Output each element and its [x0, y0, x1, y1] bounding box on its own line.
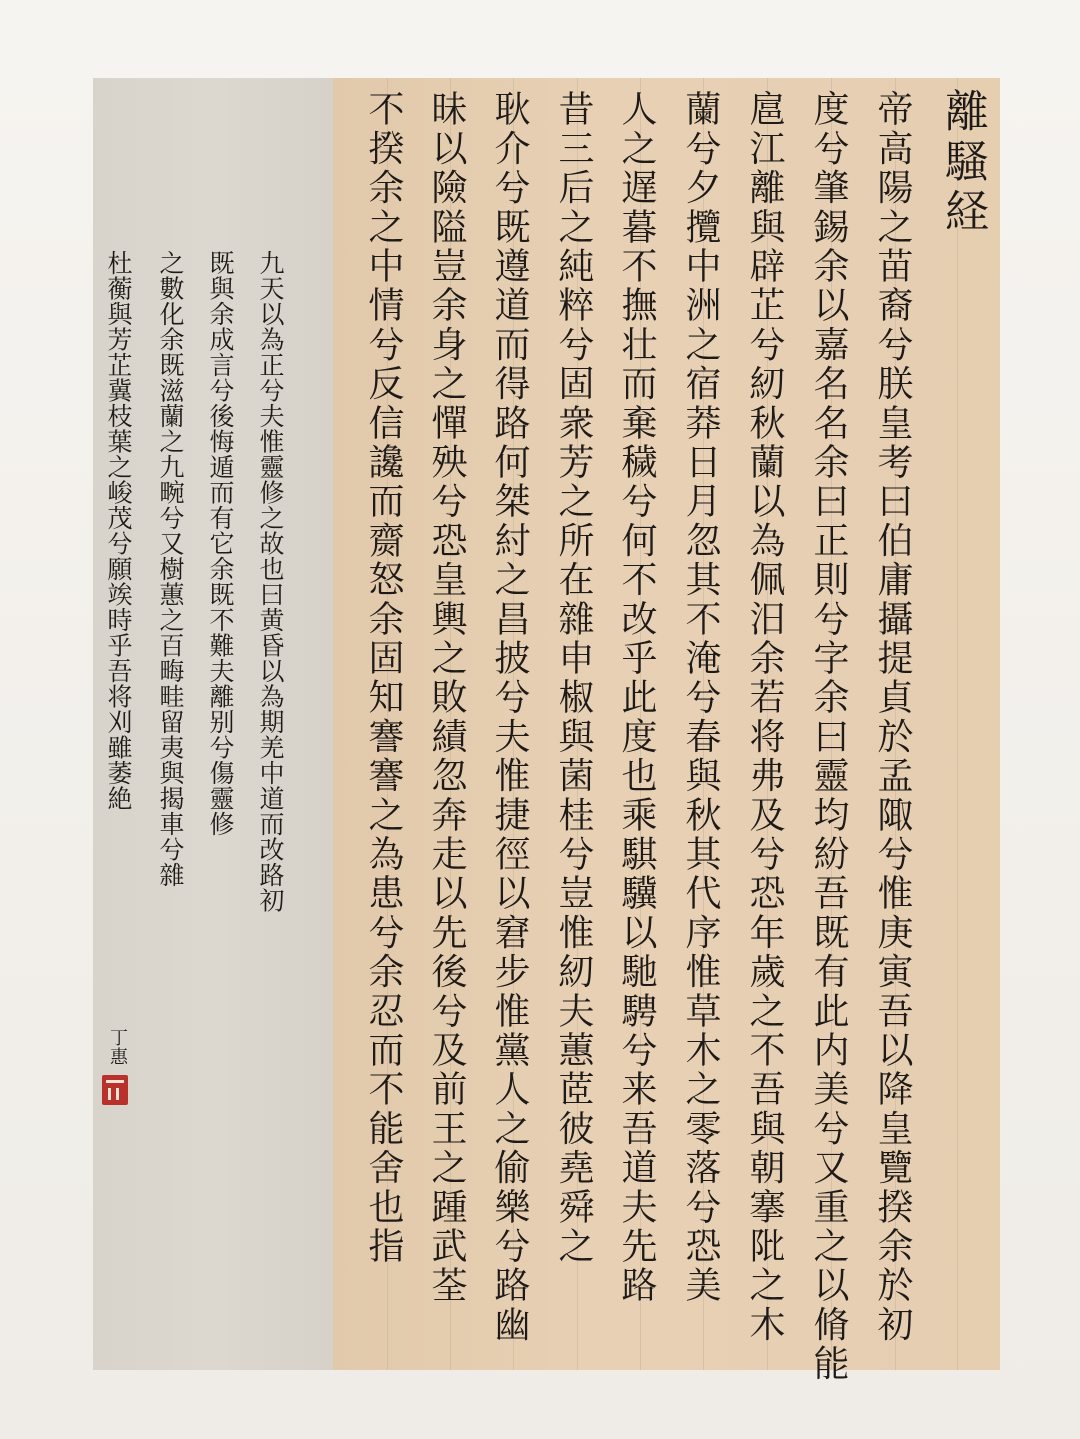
text-column-9: 不揆余之中情兮反信讒而齌怒余固知謇謇之為患兮余忍而不能舍也指: [363, 90, 404, 1266]
text-column-8: 昧以險隘豈余身之憚殃兮恐皇輿之敗績忽奔走以先後兮及前王之踵武荃: [426, 90, 467, 1306]
text-column-4: 蘭兮夕攬中洲之宿莽日月忽其不淹兮春與秋其代序惟草木之零落兮恐美: [680, 90, 721, 1306]
signature: 丁惠: [107, 1028, 128, 1066]
small-text-column-2: 既與余成言兮後悔遁而有它余既不難夫離别兮傷靈修: [206, 250, 235, 837]
text-column-6: 昔三后之純粹兮固衆芳之所在雜申椒與菌桂兮豈惟紉夫蕙茝彼堯舜之: [553, 90, 594, 1266]
poem-title: 離騷経: [937, 88, 988, 238]
text-column-2: 度兮肇錫余以嘉名名余曰正則兮字余曰靈均紛吾既有此内美兮又重之以脩能: [808, 90, 849, 1384]
small-text-column-4: 杜蘅與芳芷冀枝葉之峻茂兮願竢時乎吾将刈雖萎絶: [104, 250, 133, 811]
text-column-1: 帝高陽之苗裔兮朕皇考曰伯庸攝提貞於孟陬兮惟庚寅吾以降皇覽揆余於初: [872, 90, 913, 1345]
small-text-column-3: 之數化余既滋蘭之九畹兮又樹蕙之百畮畦留夷與揭車兮雜: [156, 250, 185, 888]
text-column-5: 人之遅暮不撫壮而棄穢兮何不改乎此度也乘騏驥以馳騁兮来吾道夫先路: [616, 90, 657, 1306]
column-rule: [957, 78, 958, 1370]
text-column-3: 扈江離與辟芷兮紉秋蘭以為佩汨余若将弗及兮恐年歲之不吾與朝搴阰之木: [744, 90, 785, 1345]
red-seal-stamp: [102, 1075, 128, 1105]
small-text-column-1: 九天以為正兮夫惟靈修之故也曰黄昏以為期羌中道而改路初: [256, 250, 285, 913]
text-column-7: 耿介兮既遵道而得路何桀紂之昌披兮夫惟捷徑以窘步惟黨人之偷樂兮路幽: [489, 90, 530, 1345]
